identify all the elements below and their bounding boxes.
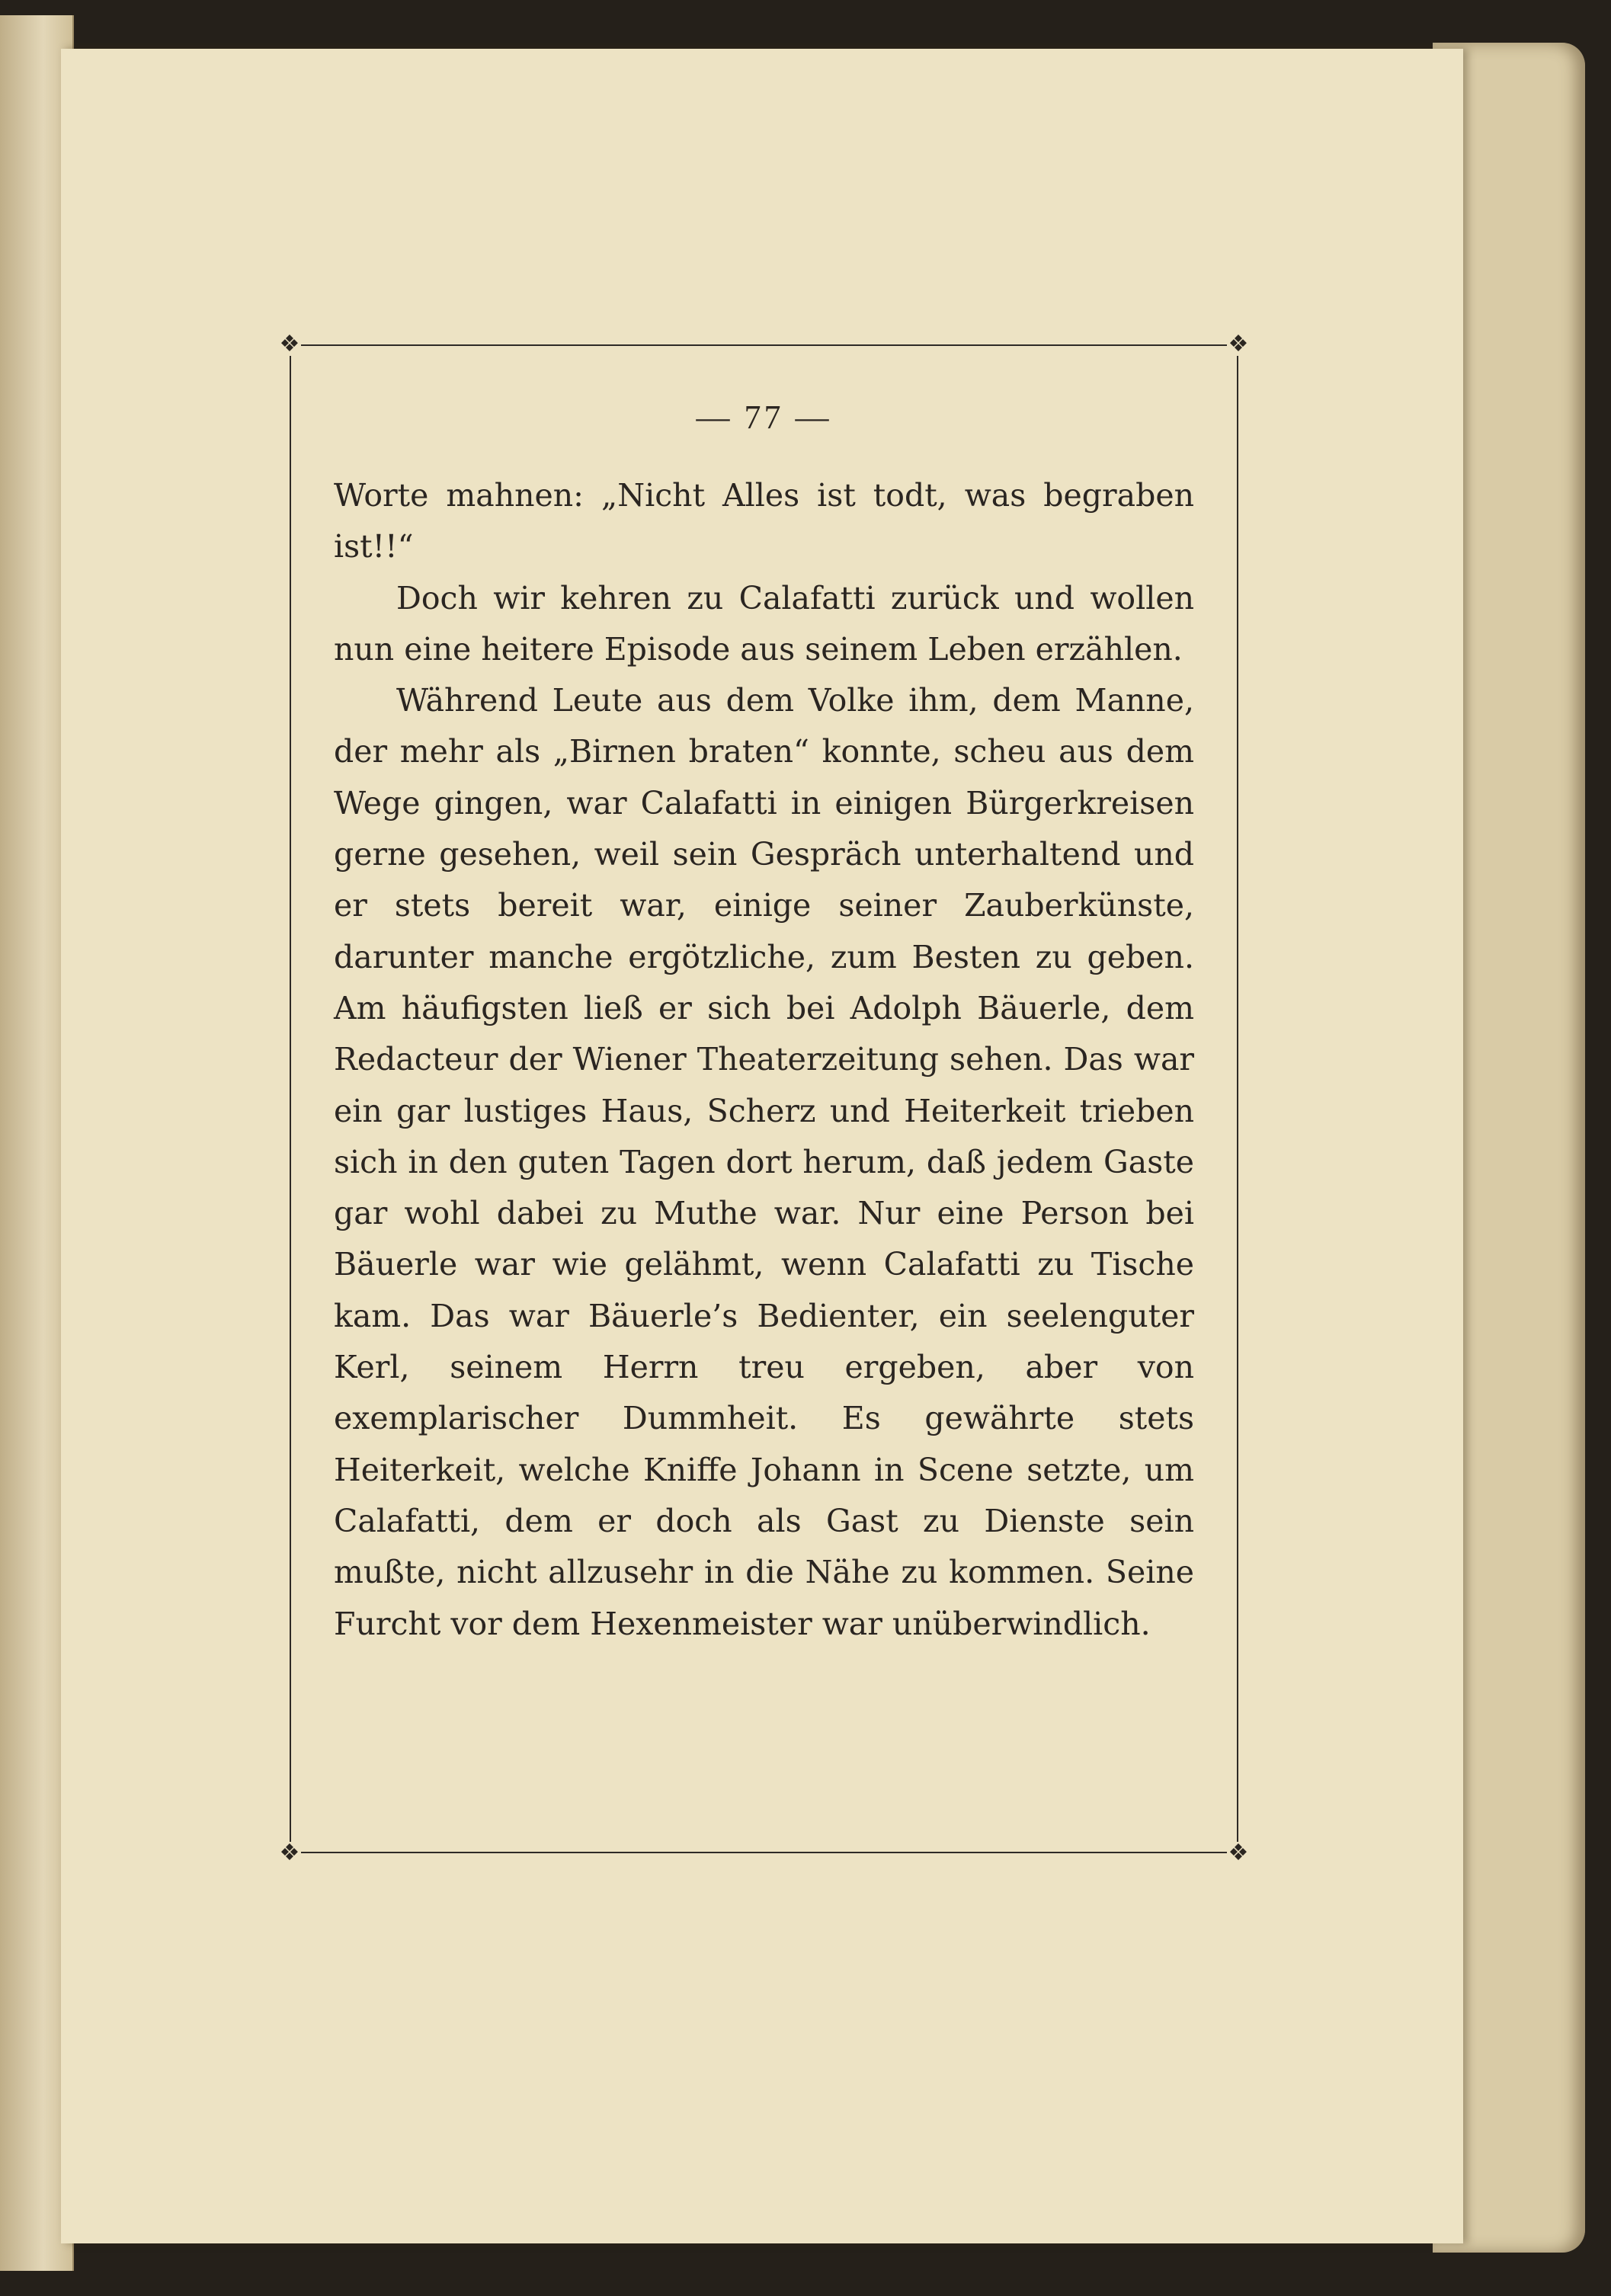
corner-ornament-icon: ❖ <box>279 1840 300 1866</box>
page-number: — 77 — <box>696 399 832 436</box>
frame-rule-left <box>290 344 291 1853</box>
paragraph: Worte mahnen: „Nicht Alles ist todt, was begraben ist!!“ <box>334 477 1194 565</box>
corner-ornament-icon: ❖ <box>279 331 300 357</box>
frame-rule-right <box>1237 344 1238 1853</box>
body-text <box>334 470 1194 1650</box>
book-page <box>61 49 1463 2243</box>
corner-ornament-icon: ❖ <box>1228 1840 1249 1866</box>
paragraph: Während Leute aus dem Volke ihm, dem Manne, der mehr als „Birnen braten“ konnte, scheu aus dem Wege gingen, war Calafatti in einigen Bürgerkreisen gerne gesehen, weil sein Gespräch unterhaltend und er stets bereit war, einige seiner Zauberkünste, darunter manche ergötzliche, zum Besten zu geben. Am häufigsten ließ er sich bei Adolph Bäuerle, dem Redacteur der Wiener Theaterzeitung sehen. Das war ein gar lustiges Haus, Scherz und Heiterkeit trieben sich in den guten Tagen dort herum, daß jedem Gaste gar wohl dabei zu Muthe war. Nur eine Person bei Bäuerle war wie gelähmt, wenn Calafatti zu Tische kam. Das war Bäuerle’s Bedienter, ein seelenguter Kerl, seinem Herrn treu ergeben, aber von exemplarischer Dummheit. Es gewährte stets Heiterkeit, welche Kniffe Johann in Scene setzte, um Calafatti, dem er doch als Gast zu Dienste sein mußte, nicht allzusehr in die Nähe zu kommen. Seine Furcht vor dem Hexenmeister war unüberwindlich. <box>334 682 1194 1642</box>
frame-rule-top <box>290 344 1238 346</box>
corner-ornament-icon: ❖ <box>1228 331 1249 357</box>
text-frame <box>279 331 1249 1866</box>
paragraph: Doch wir kehren zu Calafatti zurück und wollen nun eine heitere Episode aus seinem Leben erzählen. <box>334 579 1194 668</box>
frame-rule-bottom <box>290 1852 1238 1853</box>
